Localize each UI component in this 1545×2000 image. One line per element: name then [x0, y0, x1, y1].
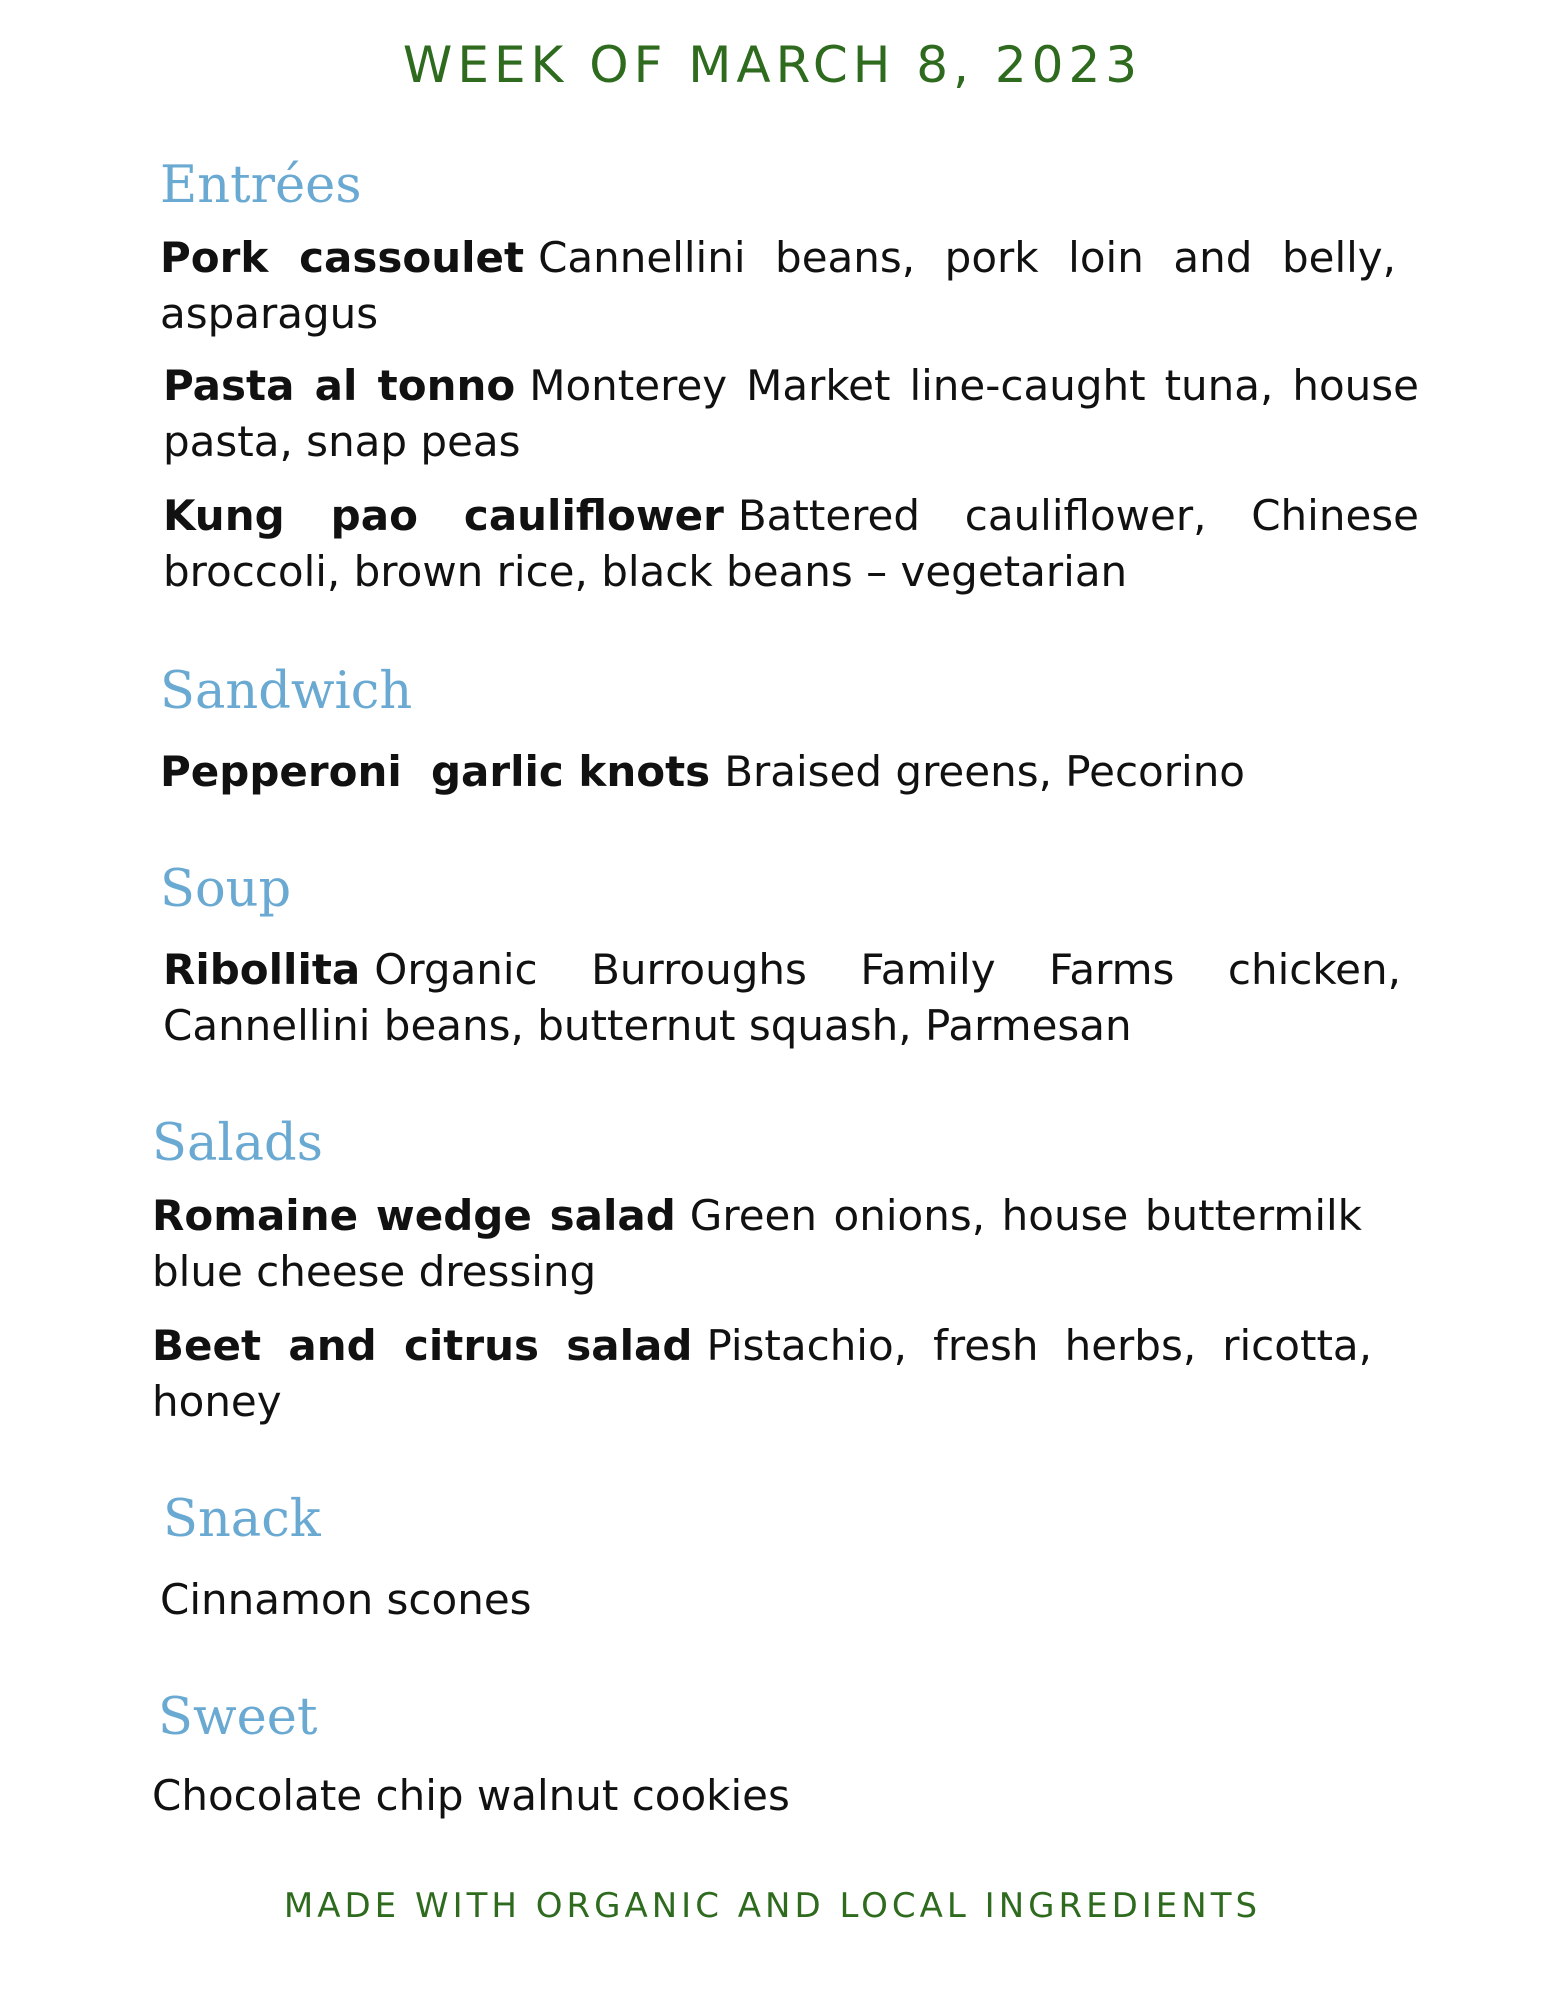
menu-item — [160, 230, 1396, 342]
menu-item — [163, 488, 1419, 600]
menu-item — [163, 358, 1419, 470]
menu-item-description: Pistachio, fresh herbs, ricotta, honey — [152, 1321, 1372, 1426]
menu-item-name: Kung pao cauliflower — [163, 491, 724, 540]
menu-item-name: Chocolate chip walnut cookies — [152, 1771, 790, 1820]
menu-item — [152, 1318, 1372, 1430]
menu-item-name: Ribollita — [163, 945, 361, 994]
menu-item-name: Pork cassoulet — [160, 233, 525, 282]
menu-item-description: Organic Burroughs Family Farms chicken, Cannellini beans, butternut squash, Parmesan — [163, 945, 1401, 1050]
menu-item-description: Green onions, house buttermilk blue cheese dressing — [152, 1191, 1363, 1296]
menu-item — [152, 1188, 1362, 1300]
footer-tagline: MADE WITH ORGANIC AND LOCAL INGREDIENTS — [283, 1886, 1262, 1926]
menu-item-name: Pasta al tonno — [163, 361, 516, 410]
menu-item-description: Cannellini beans, pork loin and belly, asparagus — [160, 233, 1396, 338]
section-heading-snack: Snack — [163, 1490, 321, 1549]
section-heading-soup: Soup — [160, 860, 292, 919]
menu-item — [160, 1572, 1420, 1628]
menu-item-name: Cinnamon scones — [160, 1575, 532, 1624]
menu-item — [163, 942, 1401, 1054]
section-heading-sandwich: Sandwich — [160, 662, 413, 721]
section-heading-entrees: Entrées — [160, 156, 362, 215]
menu-item-name: Pepperoni garlic knots — [160, 747, 711, 796]
menu-item — [152, 1768, 1412, 1824]
menu-item-description: Battered cauliflower, Chinese broccoli, brown rice, black beans – vegetarian — [163, 491, 1419, 596]
menu-item-name: Beet and citrus salad — [152, 1321, 693, 1370]
section-heading-sweet: Sweet — [158, 1688, 318, 1747]
section-heading-salads: Salads — [152, 1114, 323, 1173]
menu-item-description: Monterey Market line-caught tuna, house pasta, snap peas — [163, 361, 1419, 466]
page-title: WEEK OF MARCH 8, 2023 — [402, 36, 1143, 94]
menu-item-description: Braised greens, Pecorino — [724, 747, 1246, 796]
menu-item-name: Romaine wedge salad — [152, 1191, 676, 1240]
menu-item — [160, 744, 1420, 800]
